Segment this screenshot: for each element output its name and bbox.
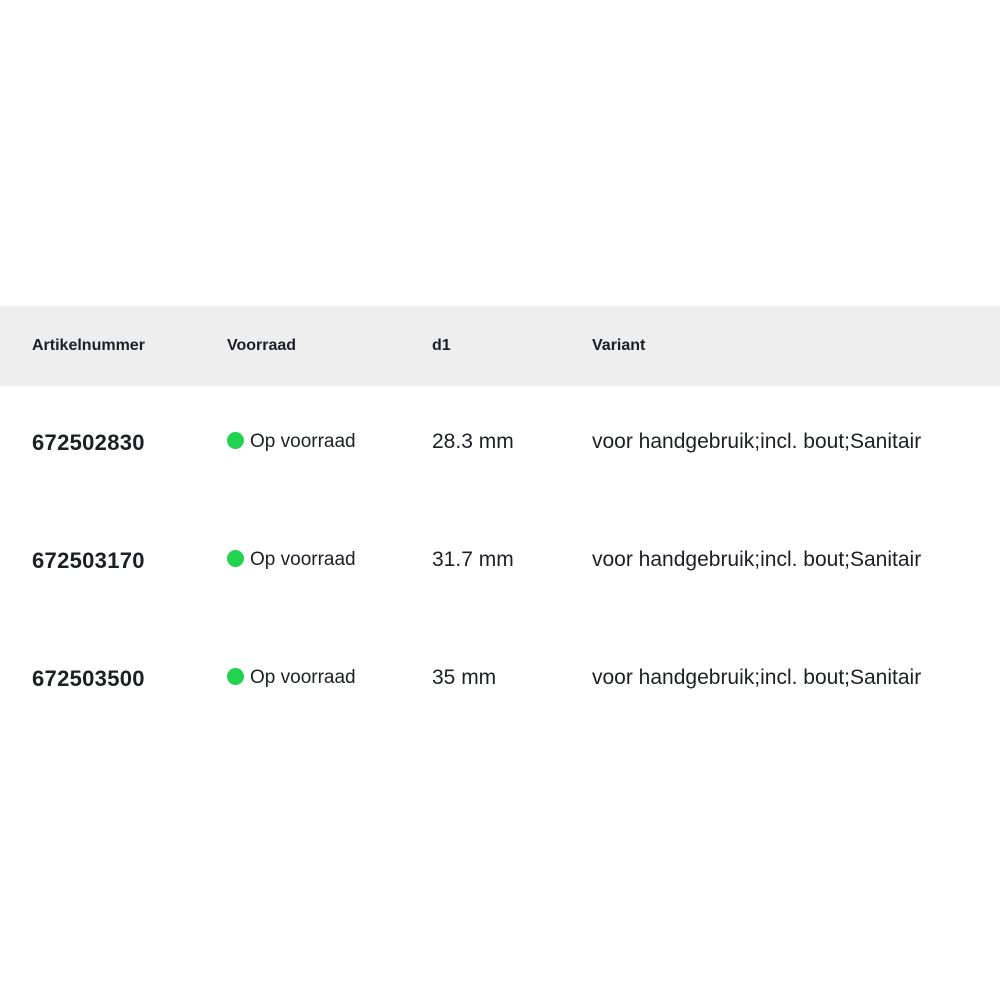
variant-value: voor handgebruik;incl. bout;Sanitair [592, 430, 922, 453]
variant-value: voor handgebruik;incl. bout;Sanitair [592, 548, 922, 571]
article-number[interactable]: 672503170 [32, 548, 145, 573]
green-dot-icon [227, 432, 244, 449]
stock-status [227, 667, 356, 689]
table-header [0, 306, 1000, 386]
table-row[interactable] [0, 622, 1000, 740]
table-row[interactable] [0, 504, 1000, 622]
green-dot-icon [227, 550, 244, 567]
stock-status [227, 549, 356, 571]
variant-value: voor handgebruik;incl. bout;Sanitair [592, 666, 922, 689]
header-article-number: Artikelnummer [32, 337, 145, 354]
header-variant: Variant [592, 337, 646, 354]
green-dot-icon [227, 668, 244, 685]
stock-status-label: Op voorraad [250, 667, 356, 688]
stock-status [227, 431, 356, 453]
article-number[interactable]: 672502830 [32, 430, 145, 455]
product-variants-table [0, 306, 1000, 740]
header-d1: d1 [432, 337, 451, 354]
header-stock: Voorraad [227, 337, 297, 354]
table-row[interactable] [0, 386, 1000, 504]
article-number[interactable]: 672503500 [32, 666, 145, 691]
stock-status-label: Op voorraad [250, 549, 356, 570]
d1-value: 31.7 mm [432, 548, 514, 571]
stock-status-label: Op voorraad [250, 431, 356, 452]
d1-value: 28.3 mm [432, 430, 514, 453]
d1-value: 35 mm [432, 666, 497, 689]
